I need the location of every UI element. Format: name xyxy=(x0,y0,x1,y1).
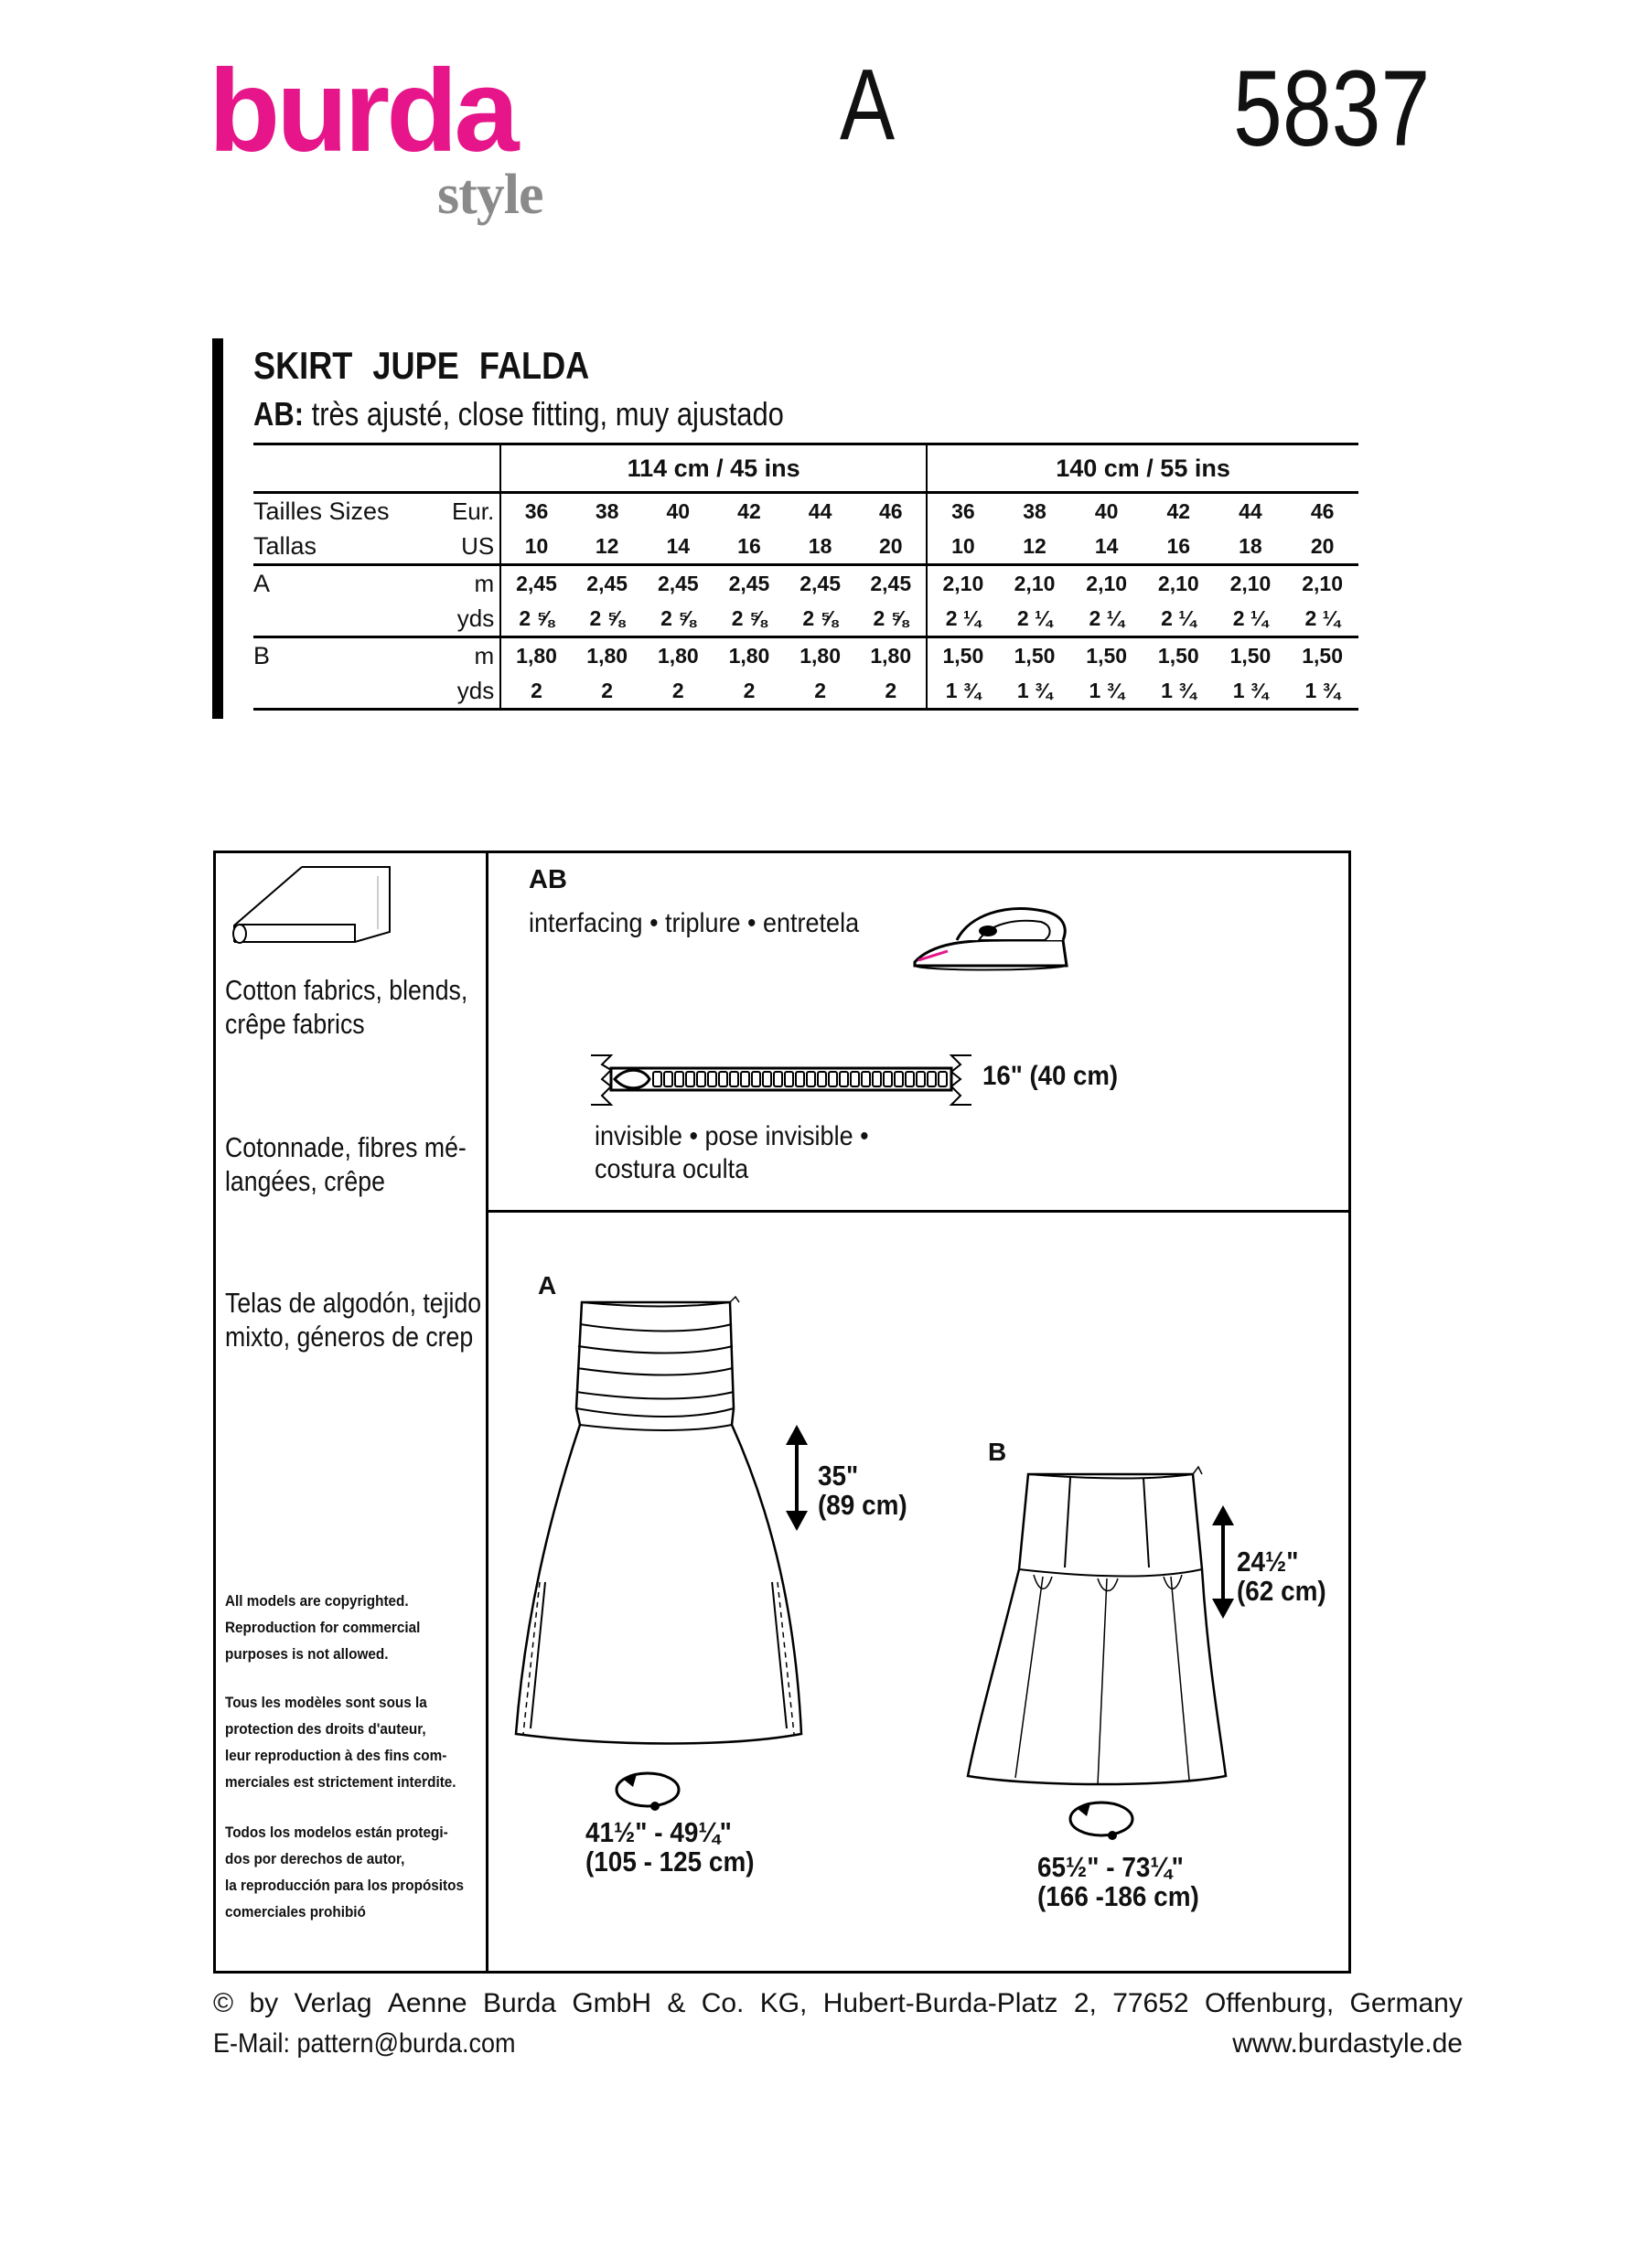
title-accent-bar xyxy=(212,338,223,719)
view-b-length-in: 24½" xyxy=(1237,1546,1299,1578)
view-a-meters-row xyxy=(253,565,1358,602)
yardage-cell: 42 xyxy=(1143,493,1215,530)
fabric-suggestions-fr xyxy=(225,1130,467,1198)
yardage-cell: 1,50 xyxy=(1157,643,1199,668)
yardage-cell: 44 xyxy=(1215,493,1287,530)
footer-word: KG, xyxy=(759,1988,808,2018)
yardage-cell: 1,80 xyxy=(800,643,841,668)
fabric-bolt-icon xyxy=(227,863,401,946)
garment-title: SKIRT JUPE FALDA xyxy=(253,344,590,387)
view-letter: A xyxy=(840,48,896,161)
fabric-line: Telas de algodón, tejido xyxy=(225,1287,482,1319)
zipper-type-line1: invisible • pose invisible • xyxy=(595,1121,869,1151)
yardage-cell: 2 ¼ xyxy=(999,601,1071,637)
info-box-column-divider xyxy=(486,850,488,1974)
yardage-cell: 16 xyxy=(1143,529,1215,565)
legal-line: leur reproduction à des fins com- xyxy=(225,1747,447,1764)
yardage-cell: 14 xyxy=(643,529,714,565)
zipper-icon xyxy=(589,1052,973,1108)
yardage-cell: 36 xyxy=(927,493,999,530)
row-unit: yds xyxy=(429,601,501,637)
view-b-yards-row xyxy=(253,673,1358,710)
view-a-length-in: 35" xyxy=(818,1460,859,1492)
view-b-label: B xyxy=(988,1438,1007,1466)
yardage-cell: 2 ¼ xyxy=(1143,601,1215,637)
zipper-length: 16" (40 cm) xyxy=(982,1061,1119,1091)
yardage-cell: 2 xyxy=(500,673,572,710)
yardage-cell: 2,10 xyxy=(1086,571,1128,595)
view-a-hem-width xyxy=(585,1818,755,1877)
yardage-cell: 42 xyxy=(714,493,785,530)
us-label: US xyxy=(429,529,501,565)
yardage-cell: 20 xyxy=(1286,529,1358,565)
sizes-label-es: Tallas xyxy=(253,529,429,565)
yardage-table xyxy=(253,443,1358,711)
yardage-cell: 1 ¾ xyxy=(1215,673,1287,710)
fabric-suggestions-es xyxy=(225,1286,481,1353)
yardage-cell: 1,80 xyxy=(586,643,628,668)
yardage-cell: 36 xyxy=(500,493,572,530)
view-a-skirt-sketch xyxy=(503,1289,814,1765)
burda-style-logo-sub: style xyxy=(437,164,543,226)
yardage-cell: 1,50 xyxy=(1014,643,1056,668)
yardage-cell: 1,80 xyxy=(657,643,699,668)
fabric-suggestions-en xyxy=(225,973,467,1041)
yardage-cell: 2 xyxy=(714,673,785,710)
view-b-meters-row xyxy=(253,637,1358,674)
legal-line: purposes is not allowed. xyxy=(225,1645,389,1663)
yardage-cell: 1,50 xyxy=(1302,643,1344,668)
legal-line: la reproducción para los propósitos xyxy=(225,1877,464,1894)
view-b-hem-in: 65½" - 73¼" xyxy=(1037,1851,1184,1883)
view-a-hem-cm: (105 - 125 cm) xyxy=(585,1845,755,1878)
footer-email: E-Mail: pattern@burda.com xyxy=(213,2028,516,2059)
footer-copyright xyxy=(213,1988,1463,2019)
yardage-cell: 10 xyxy=(927,529,999,565)
yardage-cell: 16 xyxy=(714,529,785,565)
yardage-cell: 38 xyxy=(999,493,1071,530)
yardage-cell: 2,10 xyxy=(942,571,984,595)
yardage-cell: 2,10 xyxy=(1302,571,1344,595)
fabric-line: langées, crêpe xyxy=(225,1165,385,1197)
yardage-cell: 1 ¾ xyxy=(999,673,1071,710)
footer-word: GmbH xyxy=(572,1988,652,2018)
notions-views-label: AB xyxy=(529,865,567,894)
view-a-length xyxy=(818,1461,907,1520)
row-unit: m xyxy=(429,637,501,674)
legal-line: Reproduction for commercial xyxy=(225,1619,421,1636)
yardage-cell: 10 xyxy=(500,529,572,565)
yardage-cell: 1 ¾ xyxy=(1143,673,1215,710)
fit-label: AB: xyxy=(253,395,305,433)
yardage-cell: 2 ¼ xyxy=(1070,601,1143,637)
fabric-line: Cotton fabrics, blends, xyxy=(225,974,468,1006)
yardage-cell: 2,10 xyxy=(1229,571,1272,595)
yardage-cell: 2,10 xyxy=(1014,571,1056,595)
view-a-length-arrow-icon xyxy=(783,1423,810,1533)
footer-word: Verlag xyxy=(294,1988,372,2018)
yardage-cell: 2 ⅝ xyxy=(855,601,927,637)
info-box-row-divider xyxy=(488,1210,1348,1213)
view-a-yards-row xyxy=(253,601,1358,637)
yardage-cell: 46 xyxy=(1286,493,1358,530)
yardage-cell: 2,45 xyxy=(516,571,557,595)
eur-label: Eur. xyxy=(429,493,501,530)
footer-word: & xyxy=(667,1988,686,2018)
yardage-cell: 40 xyxy=(643,493,714,530)
yardage-cell: 44 xyxy=(785,493,856,530)
footer-word: Co. xyxy=(701,1988,745,2018)
yardage-cell: 1 ¾ xyxy=(1286,673,1358,710)
row-unit: yds xyxy=(429,673,501,710)
sizes-label: Tailles Sizes xyxy=(253,493,429,530)
row-view-label: A xyxy=(253,569,271,597)
fabric-line: Cotonnade, fibres mé- xyxy=(225,1131,467,1163)
yardage-cell: 2 xyxy=(643,673,714,710)
yardage-cell: 2,45 xyxy=(855,565,927,602)
fabric-width-140: 140 cm / 55 ins xyxy=(927,444,1358,493)
yardage-cell: 2 xyxy=(855,673,927,710)
us-size-row xyxy=(253,529,1358,565)
yardage-cell: 1,50 xyxy=(1086,643,1128,668)
view-b-hem-circumference-icon xyxy=(1065,1796,1138,1842)
zipper-type-line2: costura oculta xyxy=(595,1154,749,1184)
row-view-label xyxy=(253,673,429,710)
yardage-cell: 1,80 xyxy=(728,643,770,668)
yardage-cell: 46 xyxy=(855,493,927,530)
footer-word: Offenburg, xyxy=(1204,1988,1335,2018)
legal-line: dos por derechos de autor, xyxy=(225,1850,405,1867)
yardage-cell: 2 xyxy=(572,673,643,710)
legal-line: merciales est strictement interdite. xyxy=(225,1773,456,1791)
yardage-cell: 2 ⅝ xyxy=(643,601,714,637)
iron-icon xyxy=(906,887,1079,979)
copyright-note-en xyxy=(225,1588,420,1667)
fabric-width-row xyxy=(253,444,1358,493)
yardage-cell: 2 ¼ xyxy=(1215,601,1287,637)
fit-text: très ajusté, close fitting, muy ajustado xyxy=(311,395,784,433)
view-b-length xyxy=(1237,1547,1326,1606)
legal-line: Tous les modèles sont sous la xyxy=(225,1694,427,1711)
yardage-cell: 14 xyxy=(1070,529,1143,565)
copyright-note-es xyxy=(225,1819,464,1925)
yardage-cell: 2,45 xyxy=(657,571,699,595)
yardage-cell: 2 ⅝ xyxy=(572,601,643,637)
yardage-cell: 1 ¾ xyxy=(927,673,999,710)
burda-logo: burda xyxy=(209,46,516,177)
row-view-label: B xyxy=(253,641,271,669)
yardage-cell: 1 ¾ xyxy=(1070,673,1143,710)
view-b-hem-cm: (166 -186 cm) xyxy=(1037,1880,1199,1912)
yardage-cell: 2,10 xyxy=(1157,571,1199,595)
view-b-length-cm: (62 cm) xyxy=(1237,1575,1326,1607)
yardage-cell: 18 xyxy=(785,529,856,565)
yardage-cell: 2,45 xyxy=(728,571,770,595)
view-b-hem-width xyxy=(1037,1853,1199,1911)
footer-word: Burda xyxy=(482,1988,556,2018)
fabric-line: crêpe fabrics xyxy=(225,1008,365,1040)
view-b-skirt-sketch xyxy=(961,1456,1235,1794)
yardage-cell: 1,50 xyxy=(1229,643,1272,668)
footer-word: 77652 xyxy=(1112,1988,1189,2018)
yardage-cell: 2 ⅝ xyxy=(500,601,572,637)
interfacing-text: interfacing • triplure • entretela xyxy=(529,908,860,938)
view-a-hem-in: 41½" - 49¼" xyxy=(585,1816,732,1848)
yardage-cell: 2 ¼ xyxy=(927,601,999,637)
yardage-cell: 2,45 xyxy=(586,571,628,595)
fit-description xyxy=(253,395,784,433)
yardage-cell: 12 xyxy=(999,529,1071,565)
footer-word: Germany xyxy=(1349,1988,1463,2018)
footer-website: www.burdastyle.de xyxy=(1232,2028,1463,2059)
footer-word: Aenne xyxy=(387,1988,467,2018)
yardage-cell: 12 xyxy=(572,529,643,565)
yardage-cell: 40 xyxy=(1070,493,1143,530)
view-b-length-arrow-icon xyxy=(1209,1503,1237,1621)
yardage-cell: 1,80 xyxy=(855,637,927,674)
fabric-width-114: 114 cm / 45 ins xyxy=(500,444,927,493)
yardage-cell: 2,45 xyxy=(800,571,841,595)
fabric-line: mixto, géneros de crep xyxy=(225,1321,474,1353)
yardage-cell: 20 xyxy=(855,529,927,565)
yardage-cell: 2 xyxy=(785,673,856,710)
footer-word: 2, xyxy=(1073,1988,1097,2018)
legal-line: Todos los modelos están protegi- xyxy=(225,1824,448,1841)
yardage-cell: 2 ⅝ xyxy=(714,601,785,637)
row-view-label xyxy=(253,601,429,637)
view-a-hem-circumference-icon xyxy=(611,1767,684,1813)
yardage-cell: 1,50 xyxy=(942,643,984,668)
view-a-label: A xyxy=(538,1271,557,1300)
footer-word: © xyxy=(213,1988,234,2018)
row-unit: m xyxy=(429,565,501,602)
yardage-cell: 1,80 xyxy=(516,643,557,668)
legal-line: All models are copyrighted. xyxy=(225,1592,409,1610)
copyright-note-fr xyxy=(225,1689,456,1795)
footer-word: Hubert-Burda-Platz xyxy=(822,1988,1058,2018)
pattern-number: 5837 xyxy=(1233,48,1431,169)
view-a-length-cm: (89 cm) xyxy=(818,1489,907,1521)
yardage-cell: 18 xyxy=(1215,529,1287,565)
eur-size-row xyxy=(253,493,1358,530)
yardage-cell: 38 xyxy=(572,493,643,530)
yardage-cell: 2 ⅝ xyxy=(785,601,856,637)
footer-word: by xyxy=(249,1988,279,2018)
legal-line: protection des droits d'auteur, xyxy=(225,1720,426,1738)
legal-line: comerciales prohibió xyxy=(225,1903,366,1920)
yardage-cell: 2 ¼ xyxy=(1286,601,1358,637)
